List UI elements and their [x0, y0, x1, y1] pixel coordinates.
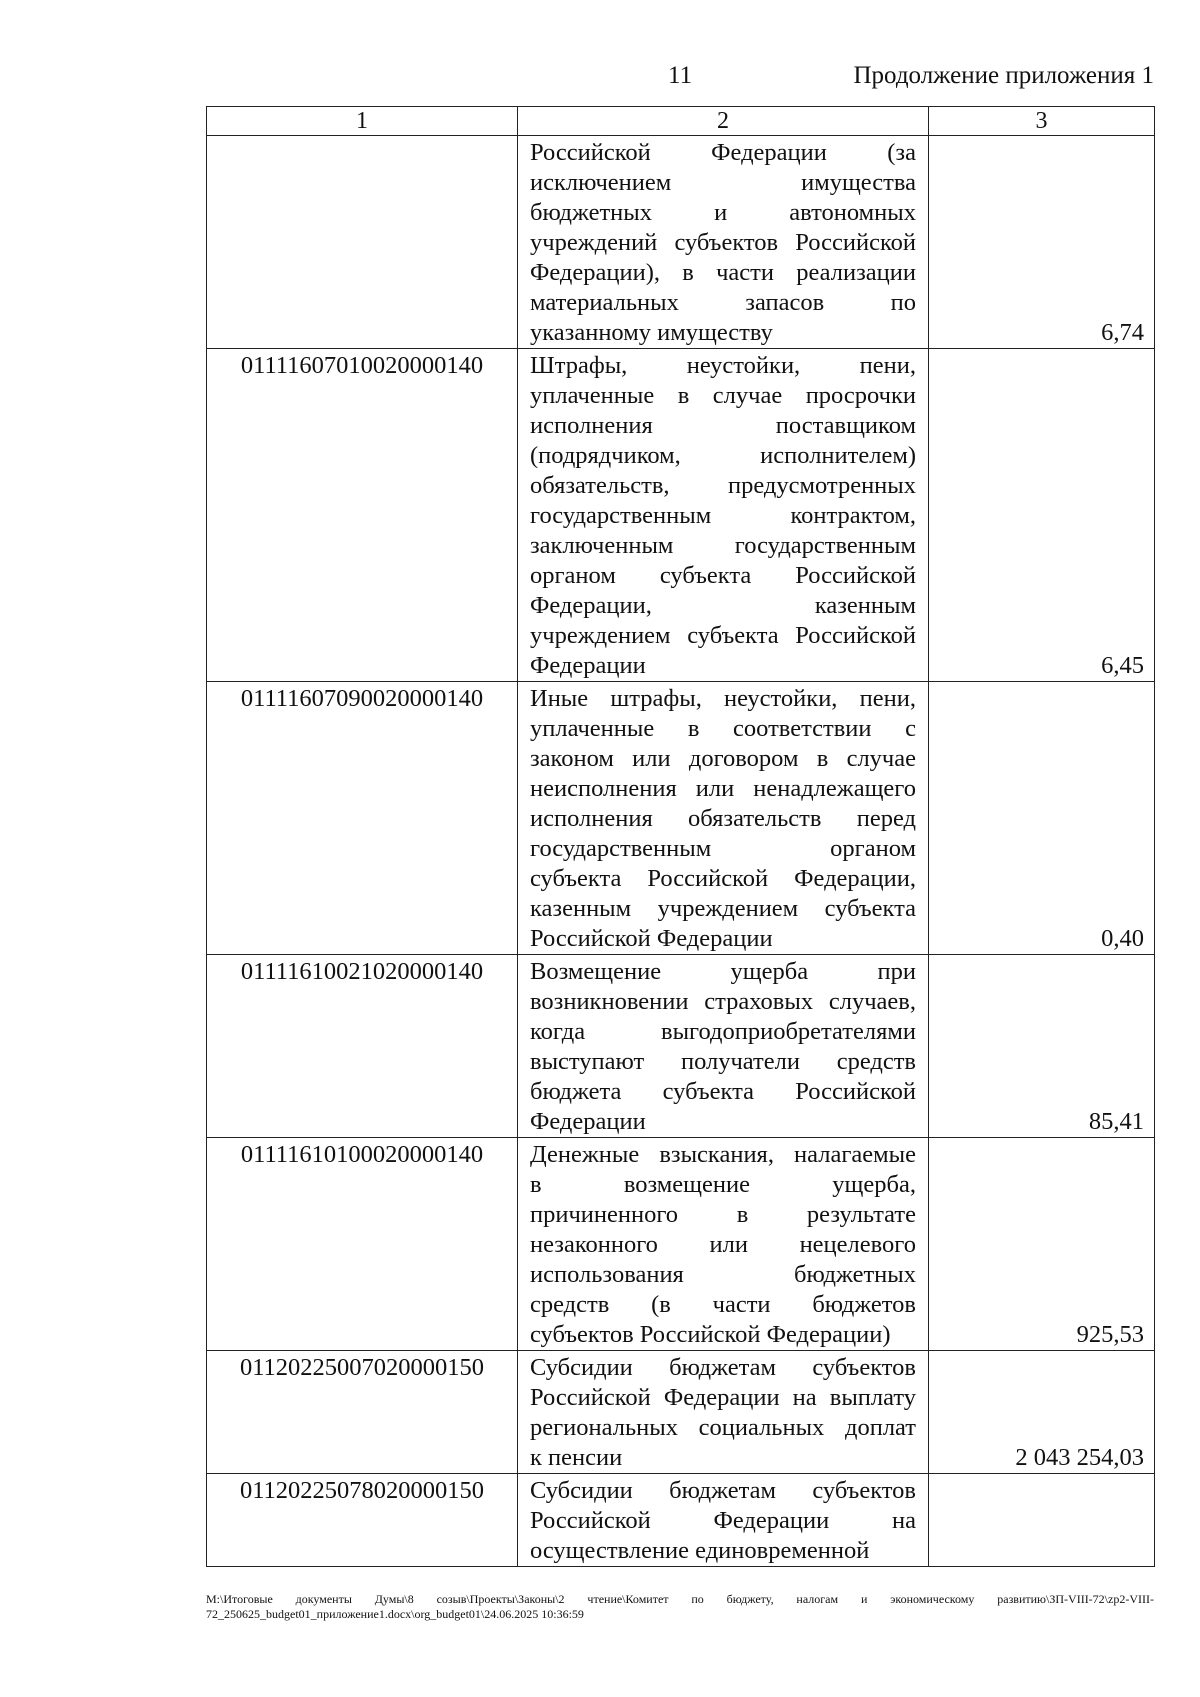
description-cell: [518, 955, 929, 1138]
description-line: региональных социальных доплат: [530, 1414, 916, 1441]
budget-code-cell: 01111607010020000140: [207, 349, 518, 682]
budget-code-cell: 01111610100020000140: [207, 1138, 518, 1351]
description-line: казенным учреждением субъекта: [530, 895, 916, 922]
description-line: бюджетных и автономных: [530, 199, 916, 226]
description-line: Российской Федерации: [530, 925, 773, 952]
budget-code-cell: 01120225007020000150: [207, 1351, 518, 1474]
description-line: Возмещение ущерба при: [530, 958, 916, 985]
budget-code-cell: 01120225078020000150: [207, 1474, 518, 1567]
description-line: учреждением субъекта Российской: [530, 622, 916, 649]
description-line: Субсидии бюджетам субъектов: [530, 1477, 916, 1504]
description-line: указанному имуществу: [530, 319, 773, 346]
description-line: государственным контрактом,: [530, 502, 916, 529]
description-line: в возмещение ущерба,: [530, 1171, 916, 1198]
budget-code-cell: 01111607090020000140: [207, 682, 518, 955]
description-line: когда выгодоприобретателями: [530, 1018, 916, 1045]
description-line: обязательств, предусмотренных: [530, 472, 916, 499]
amount-cell: 6,45: [929, 349, 1155, 682]
description-line: субъектов Российской Федерации): [530, 1321, 891, 1348]
amount-cell: [929, 1474, 1155, 1567]
description-line: уплаченные в случае просрочки: [530, 382, 916, 409]
description-line: незаконного или нецелевого: [530, 1231, 916, 1258]
column-header-1: 1: [207, 107, 518, 136]
description-line: Российской Федерации на: [530, 1507, 916, 1534]
description-line: осуществление единовременной: [530, 1537, 870, 1564]
amount-cell: 0,40: [929, 682, 1155, 955]
file-path-footer: M:\Итоговые документы Думы\8 созыв\Проекты\Законы\2 чтение\Комитет по бюджету, налогам и экономическому развитию\ЗП-VIII-72\zp2-VIII-72_250625_budget01_приложение1.docx\org_budget01\24.06.2025 10:36:59: [206, 1592, 1154, 1621]
description-line: законом или договором в случае: [530, 745, 916, 772]
column-header-2: 2: [518, 107, 929, 136]
description-line: исполнения обязательств перед: [530, 805, 916, 832]
description-line: возникновении страховых случаев,: [530, 988, 916, 1015]
amount-cell: 2 043 254,03: [929, 1351, 1155, 1474]
description-line: использования бюджетных: [530, 1261, 916, 1288]
budget-code-cell: [207, 136, 518, 349]
description-cell: [518, 136, 929, 349]
description-cell: [518, 682, 929, 955]
description-line: к пенсии: [530, 1444, 623, 1471]
description-line: Федерации, казенным: [530, 592, 916, 619]
description-line: субъекта Российской Федерации,: [530, 865, 916, 892]
description-line: Федерации: [530, 652, 646, 679]
description-line: Российской Федерации на выплату: [530, 1384, 916, 1411]
table-row: [207, 1138, 1155, 1351]
column-header-3: 3: [929, 107, 1155, 136]
description-line: средств (в части бюджетов: [530, 1291, 916, 1318]
table-row: [207, 349, 1155, 682]
description-cell: [518, 1351, 929, 1474]
amount-cell: 85,41: [929, 955, 1155, 1138]
table-row: [207, 682, 1155, 955]
budget-table: [206, 106, 1155, 1567]
page-number: 11: [668, 62, 693, 89]
description-cell: [518, 1138, 929, 1351]
description-line: Российской Федерации (за: [530, 139, 916, 166]
description-cell: [518, 349, 929, 682]
description-line: Федерации: [530, 1108, 646, 1135]
table-body: [207, 136, 1155, 1567]
amount-cell: 6,74: [929, 136, 1155, 349]
description-line: неисполнения или ненадлежащего: [530, 775, 916, 802]
description-line: исключением имущества: [530, 169, 916, 196]
table-header-row: [207, 107, 1155, 136]
description-line: Федерации), в части реализации: [530, 259, 916, 286]
description-line: Иные штрафы, неустойки, пени,: [530, 685, 916, 712]
table-row: [207, 1351, 1155, 1474]
description-line: заключенным государственным: [530, 532, 916, 559]
description-line: органом субъекта Российской: [530, 562, 916, 589]
description-line: причиненного в результате: [530, 1201, 916, 1228]
description-line: государственным органом: [530, 835, 916, 862]
table-row: [207, 1474, 1155, 1567]
description-line: выступают получатели средств: [530, 1048, 916, 1075]
page-caption: Продолжение приложения 1: [853, 62, 1154, 89]
description-line: Денежные взыскания, налагаемые: [530, 1141, 916, 1168]
description-line: уплаченные в соответствии с: [530, 715, 916, 742]
amount-cell: 925,53: [929, 1138, 1155, 1351]
budget-code-cell: 01111610021020000140: [207, 955, 518, 1138]
description-cell: [518, 1474, 929, 1567]
description-line: бюджета субъекта Российской: [530, 1078, 916, 1105]
description-line: Штрафы, неустойки, пени,: [530, 352, 916, 379]
description-line: исполнения поставщиком: [530, 412, 916, 439]
table-row: [207, 136, 1155, 349]
description-line: (подрядчиком, исполнителем): [530, 442, 916, 469]
description-line: материальных запасов по: [530, 289, 916, 316]
description-line: Субсидии бюджетам субъектов: [530, 1354, 916, 1381]
description-line: учреждений субъектов Российской: [530, 229, 916, 256]
table-row: [207, 955, 1155, 1138]
